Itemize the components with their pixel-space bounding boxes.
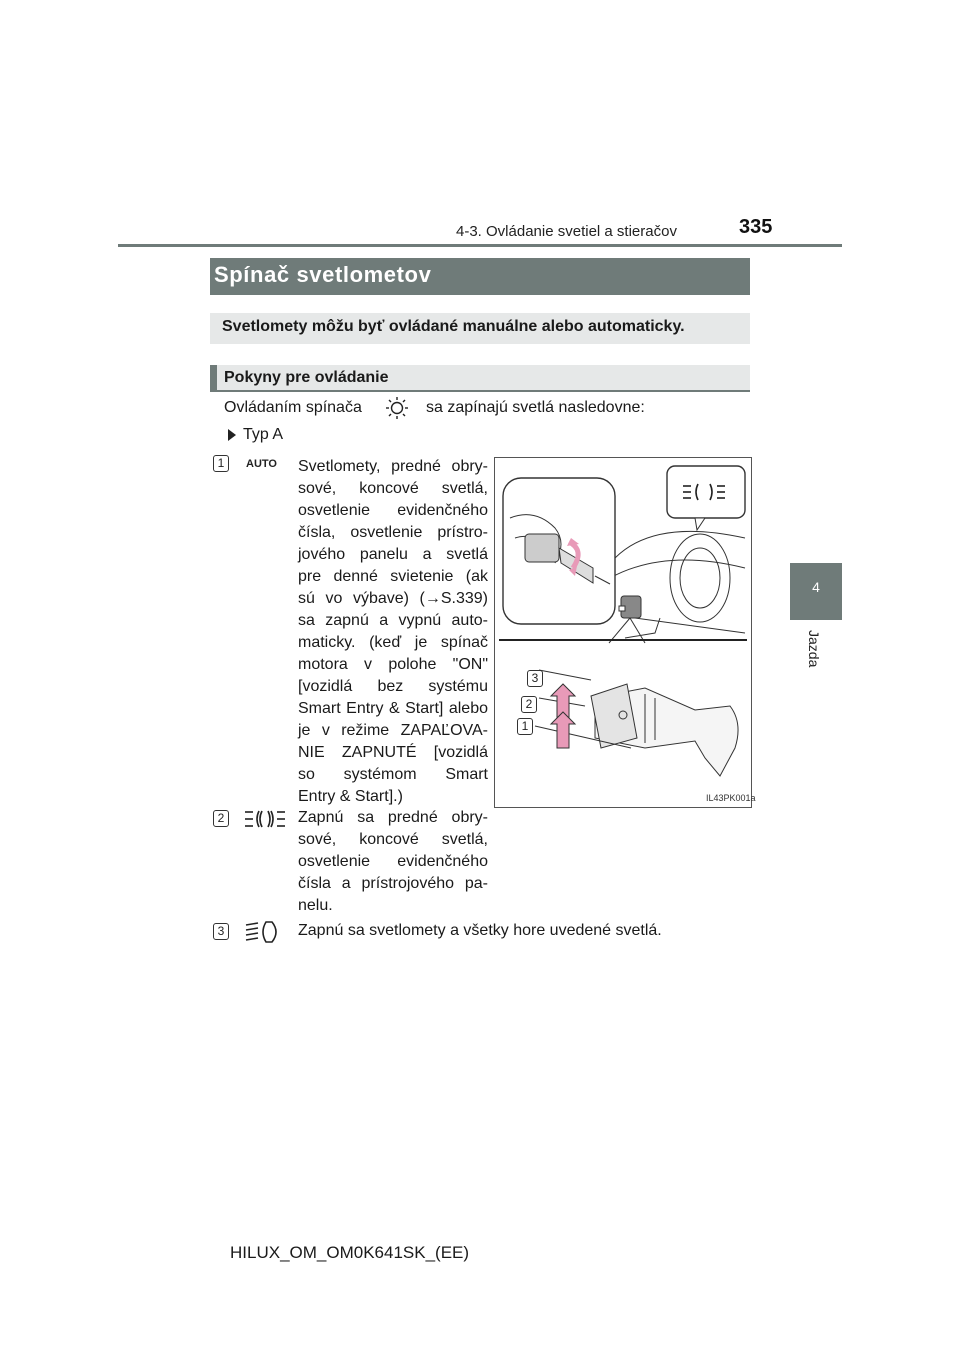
auto-icon-label: AUTO (246, 458, 277, 470)
light-switch-illustration (495, 458, 751, 807)
figure (494, 457, 752, 808)
text-line: maticky. (keď je spínač (298, 634, 488, 651)
type-label: Typ A (243, 426, 284, 443)
text-line: [vozidlá bez systému (298, 678, 488, 695)
text-line: osvetlenie evidenčného (298, 502, 488, 519)
text-line: Svetlomety, predné obry- (298, 458, 488, 475)
item-number: 2 (213, 810, 229, 827)
text-line: Smart Entry & Start] alebo (298, 700, 488, 717)
item-number: 1 (213, 455, 229, 472)
text-line: NIE ZAPNUTÉ [vozidlá (298, 744, 488, 761)
light-switch-icon (380, 396, 414, 420)
item-1-text (298, 456, 488, 808)
text-line: motora v polohe "ON" (298, 656, 488, 673)
item-number: 3 (213, 923, 229, 940)
tail-light-icon (244, 807, 286, 831)
item-2-text (298, 807, 488, 917)
instruction-after: sa zapínajú svetlá nasledovne: (426, 399, 645, 416)
text-line: nelu. (298, 897, 333, 914)
callout-number: 2 (521, 696, 537, 713)
text-line: pre denné svietenie (ak (298, 568, 488, 585)
text-line: čísla a prístrojového pa- (298, 875, 488, 892)
triangle-bullet-icon (227, 428, 237, 442)
header-rule (118, 244, 842, 247)
text-line: Entry & Start].) (298, 788, 403, 805)
chapter-label: Jazda (806, 630, 822, 668)
headlight-icon (244, 920, 284, 944)
figure-id: IL43PK001a (706, 793, 756, 803)
callout-number: 1 (517, 718, 533, 735)
text-line: so systémom Smart (298, 766, 488, 783)
text-line: je v režime ZAPAĽOVA- (298, 722, 488, 739)
item-3-text: Zapnú sa svetlomety a všetky hore uvedené svetlá. (298, 922, 662, 939)
text-line: sa zapnú a vypnú auto- (298, 612, 488, 629)
text-line: Zapnú sa predné obry- (298, 809, 488, 826)
chapter-number: 4 (812, 579, 820, 595)
text-line: sové, koncové svetlá, (298, 480, 488, 497)
section-title: 4-3. Ovládanie svetiel a stieračov (456, 223, 677, 240)
text-line: čísla, osvetlenie prístro- (298, 524, 488, 541)
subheading: Pokyny pre ovládanie (224, 369, 389, 386)
text-line: sú vo výbave) (→S.339) (298, 590, 488, 607)
page-title: Spínač svetlometov (214, 262, 432, 287)
text-line: osvetlenie evidenčného (298, 853, 488, 870)
document-code: HILUX_OM_OM0K641SK_(EE) (230, 1243, 470, 1262)
intro-text: Svetlomety môžu byť ovládané manuálne alebo automaticky. (222, 318, 685, 335)
instruction-before: Ovládaním spínača (224, 399, 362, 416)
text-line: jového panelu a svetlá (298, 546, 488, 563)
callout-number: 3 (527, 670, 543, 687)
page-number: 335 (739, 216, 773, 238)
subheading-accent (210, 365, 217, 392)
text-line: sové, koncové svetlá, (298, 831, 488, 848)
